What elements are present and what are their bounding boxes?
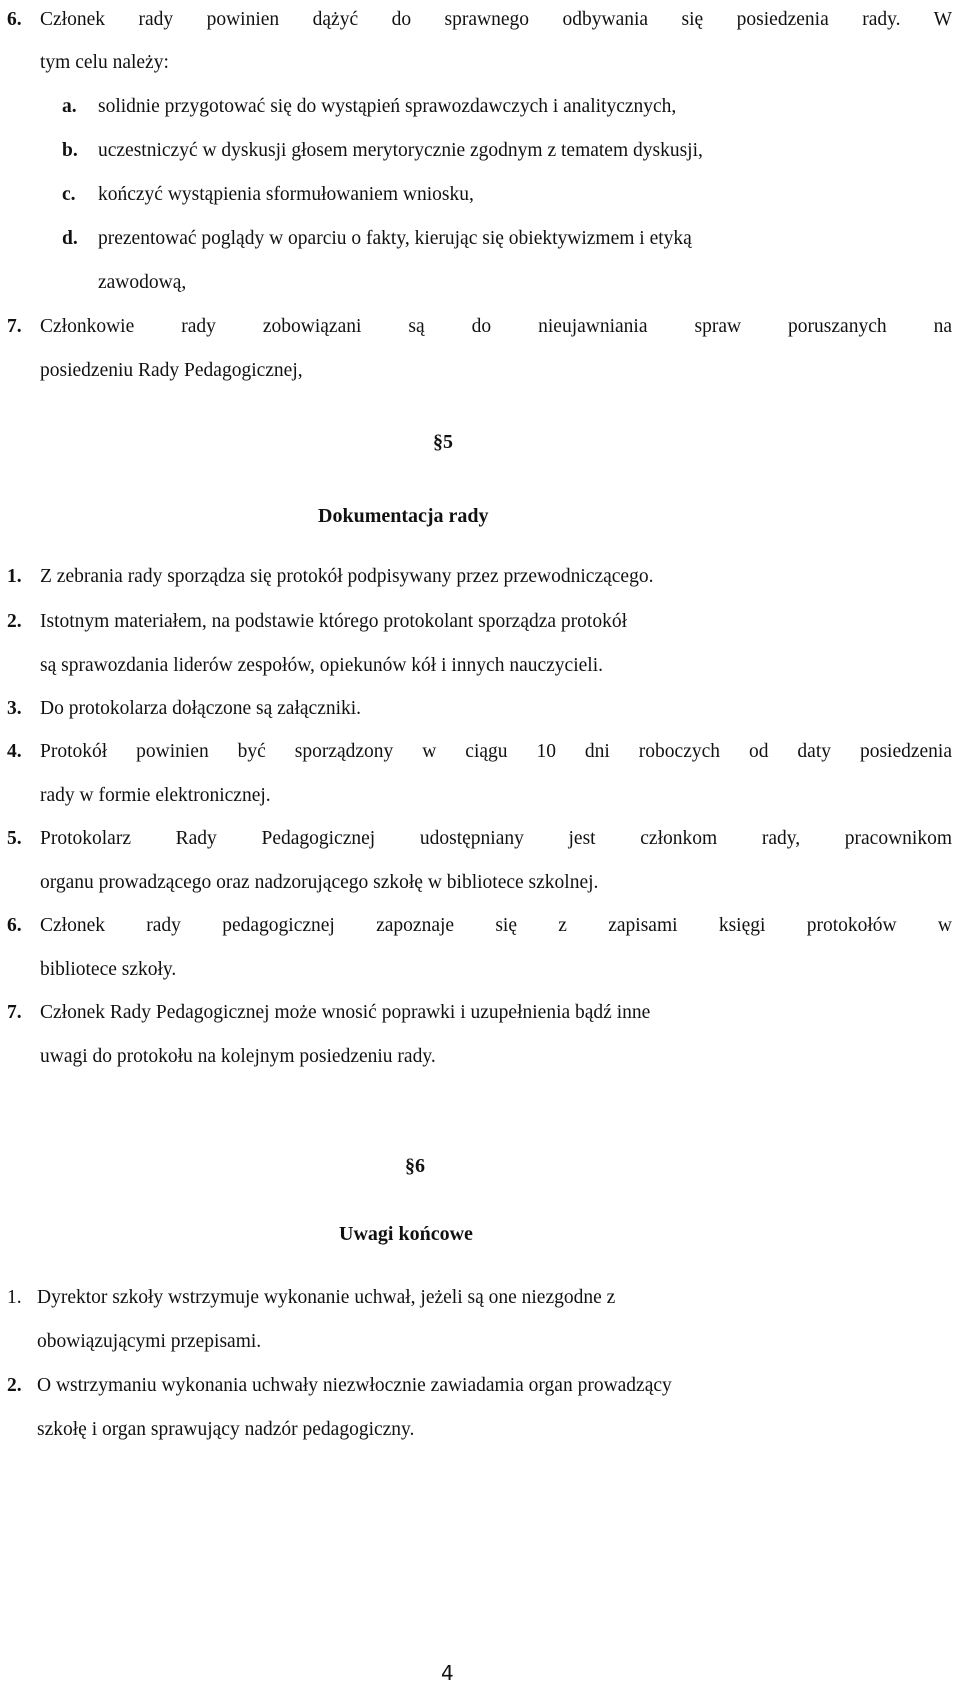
subitem-d-label: d.	[62, 228, 78, 249]
s5-item-7-line-2: uwagi do protokołu na kolejnym posiedzeniu rady.	[40, 1046, 436, 1067]
subitem-b-label: b.	[62, 140, 78, 161]
s5-item-1-number: 1.	[7, 566, 22, 587]
s5-item-3-line-1: Do protokolarza dołączone są załączniki.	[40, 698, 362, 719]
s5-item-5-line-1: Protokolarz Rady Pedagogicznej udostępniany jest członkom rady, pracownikom	[40, 828, 952, 849]
s5-item-7-number: 7.	[7, 1002, 22, 1023]
s5-item-6-line-1: Członek rady pedagogicznej zapoznaje się z zapisami księgi protokołów w	[40, 915, 952, 936]
s5-item-4-line-2: rady w formie elektronicznej.	[40, 785, 271, 806]
section-5-symbol: §5	[433, 431, 453, 453]
s6-item-1-number: 1.	[7, 1287, 22, 1308]
section-6-symbol: §6	[405, 1155, 425, 1177]
s6-item-2-line-1: O wstrzymaniu wykonania uchwały niezwłocznie zawiadamia organ prowadzący	[37, 1375, 672, 1396]
s5-item-3-number: 3.	[7, 698, 22, 719]
item-6-number: 6.	[7, 9, 22, 30]
item-7-number: 7.	[7, 316, 22, 337]
s6-item-1-line-2: obowiązującymi przepisami.	[37, 1331, 262, 1352]
item-7-line-1: Członkowie rady zobowiązani są do nieujawniania spraw poruszanych na	[40, 316, 952, 337]
s6-item-1-line-1: Dyrektor szkoły wstrzymuje wykonanie uchwał, jeżeli są one niezgodne z	[37, 1287, 616, 1308]
s5-item-6-line-2: bibliotece szkoły.	[40, 959, 177, 980]
subitem-c-text: kończyć wystąpienia sformułowaniem wniosku,	[98, 184, 474, 205]
section-5-title: Dokumentacja rady	[318, 505, 489, 527]
subitem-c-label: c.	[62, 184, 76, 205]
s5-item-5-line-2: organu prowadzącego oraz nadzorującego szkołę w bibliotece szkolnej.	[40, 872, 599, 893]
s5-item-4-line-1: Protokół powinien być sporządzony w ciągu 10 dni roboczych od daty posiedzenia	[40, 741, 952, 762]
s5-item-2-number: 2.	[7, 611, 22, 632]
s6-item-2-number: 2.	[7, 1375, 22, 1396]
s5-item-6-number: 6.	[7, 915, 22, 936]
s6-item-2-line-2: szkołę i organ sprawujący nadzór pedagogiczny.	[37, 1419, 415, 1440]
s5-item-2-line-1: Istotnym materiałem, na podstawie którego protokolant sporządza protokół	[40, 611, 628, 632]
subitem-d-continuation: zawodową,	[98, 272, 187, 293]
s5-item-4-number: 4.	[7, 741, 22, 762]
s5-item-2-line-2: są sprawozdania liderów zespołów, opiekunów kół i innych nauczycieli.	[40, 655, 603, 676]
subitem-a-text: solidnie przygotować się do wystąpień sprawozdawczych i analitycznych,	[98, 96, 677, 117]
page-number: 4	[441, 1661, 454, 1685]
s5-item-1-line-1: Z zebrania rady sporządza się protokół podpisywany przez przewodniczącego.	[40, 566, 654, 587]
s5-item-5-number: 5.	[7, 828, 22, 849]
item-6-line-1: Członek rady powinien dążyć do sprawnego odbywania się posiedzenia rady. W	[40, 9, 952, 30]
section-6-title: Uwagi końcowe	[339, 1223, 473, 1245]
item-7-line-2: posiedzeniu Rady Pedagogicznej,	[40, 360, 303, 381]
subitem-a-label: a.	[62, 96, 77, 117]
s5-item-7-line-1: Członek Rady Pedagogicznej może wnosić poprawki i uzupełnienia bądź inne	[40, 1002, 651, 1023]
subitem-b-text: uczestniczyć w dyskusji głosem merytorycznie zgodnym z tematem dyskusji,	[98, 140, 703, 161]
subitem-d-text: prezentować poglądy w oparciu o fakty, kierując się obiektywizmem i etyką	[98, 228, 692, 249]
item-6-line-2: tym celu należy:	[40, 52, 169, 73]
